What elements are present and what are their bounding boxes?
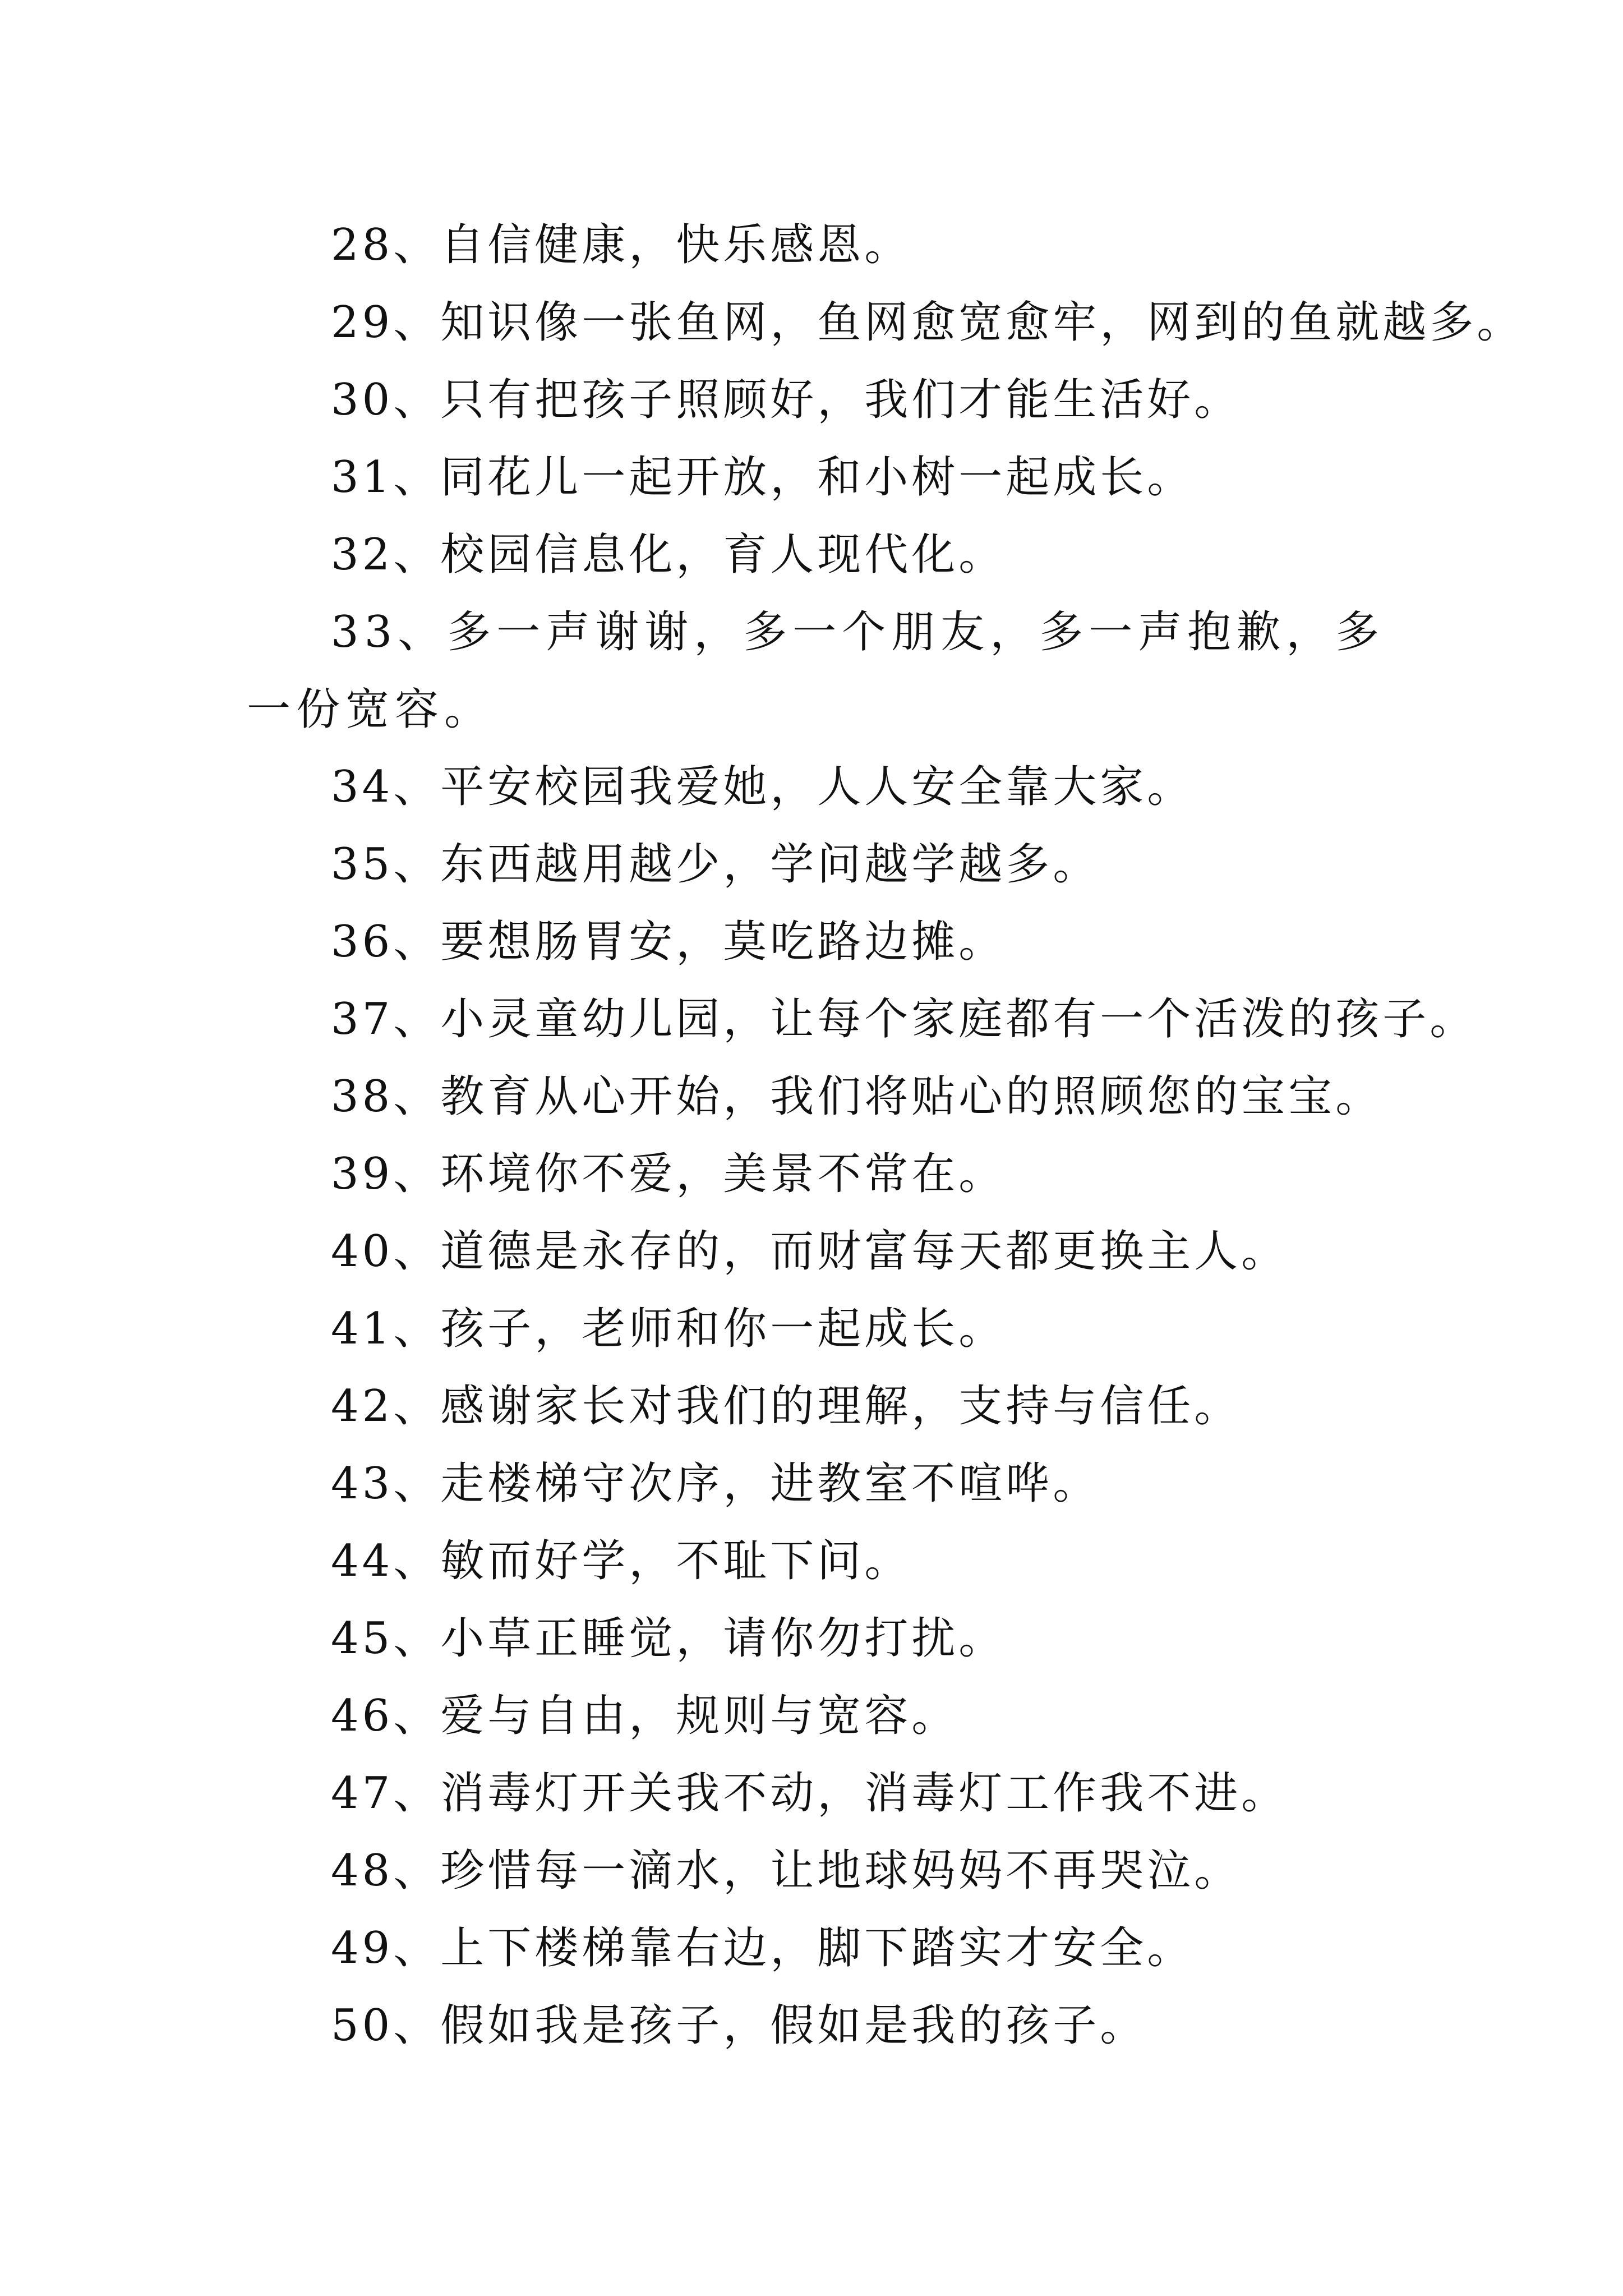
list-item: 37、小灵童幼儿园，让每个家庭都有一个活泼的孩子。	[331, 994, 1477, 1045]
document-body	[247, 206, 1524, 2064]
list-item: 31、同花儿一起开放，和小树一起成长。	[331, 452, 1195, 503]
list-item: 32、校园信息化，育人现代化。	[331, 530, 1006, 580]
list-item: 47、消毒灯开关我不动，消毒灯工作我不进。	[331, 1768, 1289, 1819]
list-item: 43、走楼梯守次序，进教室不喧哗。	[331, 1458, 1100, 1509]
list-item: 39、环境你不爱，美景不常在。	[331, 1149, 1006, 1199]
list-item: 50、假如我是孩子，假如是我的孩子。	[331, 2000, 1147, 2051]
list-item: 45、小草正睡觉，请你勿打扰。	[331, 1613, 1006, 1664]
list-item: 29、知识像一张鱼网，鱼网愈宽愈牢，网到的鱼就越多。	[331, 297, 1524, 348]
list-item: 40、道德是永存的，而财富每天都更换主人。	[331, 1226, 1289, 1277]
list-item: 35、东西越用越少，学问越学越多。	[331, 839, 1100, 890]
list-item: 46、爱与自由，规则与宽容。	[331, 1691, 959, 1741]
list-item: 28、自信健康，快乐感恩。	[331, 220, 912, 270]
list-item: 49、上下楼梯靠右边，脚下踏实才安全。	[331, 1923, 1195, 1973]
list-item: 41、孩子，老师和你一起成长。	[331, 1304, 1006, 1354]
list-item: 44、敏而好学，不耻下问。	[331, 1536, 912, 1586]
list-item: 42、感谢家长对我们的理解，支持与信任。	[331, 1381, 1242, 1432]
list-item: 36、要想肠胃安，莫吃路边摊。	[331, 917, 1006, 967]
list-item: 38、教育从心开始，我们将贴心的照顾您的宝宝。	[331, 1071, 1383, 1122]
list-item: 34、平安校园我爱她，人人安全靠大家。	[331, 762, 1195, 812]
list-item: 48、珍惜每一滴水，让地球妈妈不再哭泣。	[331, 1846, 1242, 1896]
list-item: 30、只有把孩子照顾好，我们才能生活好。	[331, 375, 1242, 425]
list-item: 33、多一声谢谢，多一个朋友，多一声抱歉，多一份宽容。	[247, 607, 1385, 735]
